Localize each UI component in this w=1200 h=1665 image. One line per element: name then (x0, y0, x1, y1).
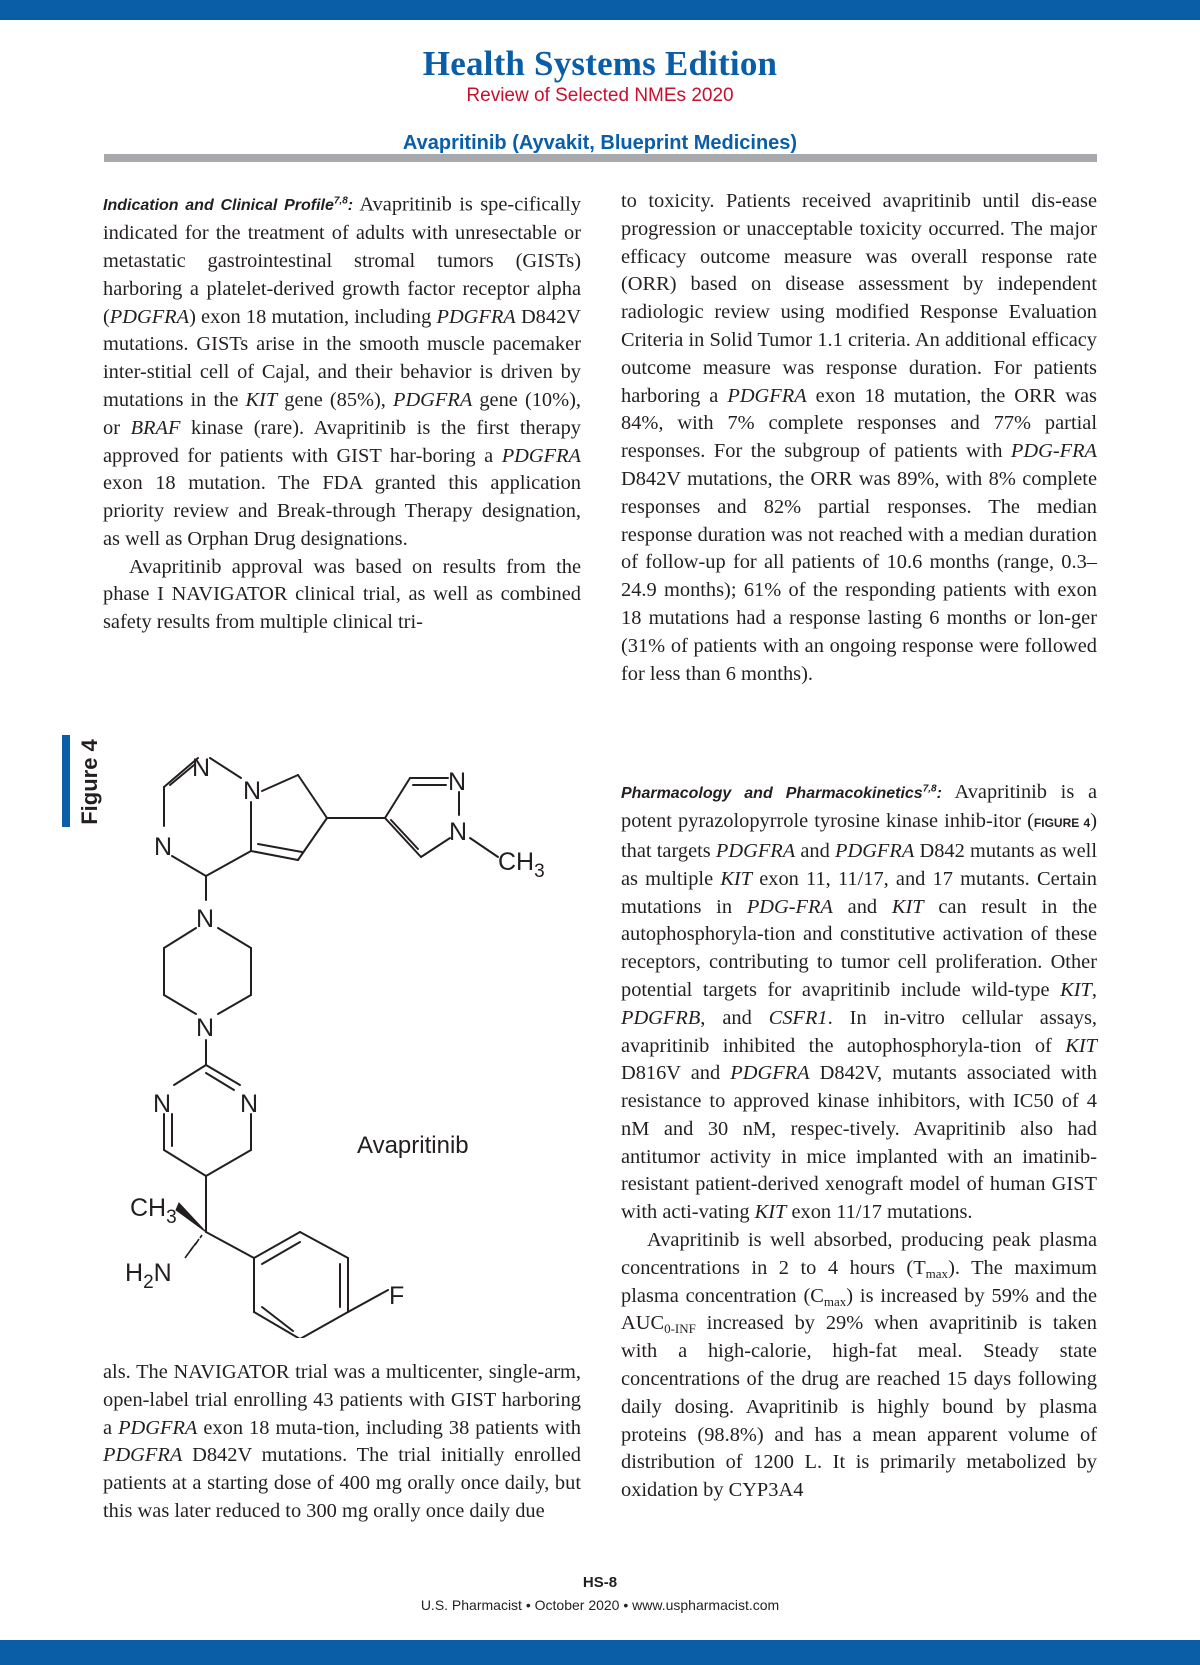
atom-h2n: $H_2N$ (125, 1259, 172, 1293)
figure-tab (62, 735, 70, 827)
atom-n: N (448, 768, 467, 796)
bond (262, 1242, 300, 1264)
atom-n: N (196, 905, 215, 933)
atom-n: N (240, 1090, 259, 1118)
indication-text: Avapritinib is spe-cifically indicated for the treatment of adults with unresectable or metastatic gastrointestinal stromal tumors (GISTs) harboring a platelet-derived growth factor receptor alpha (PDGFRA) exon 18 mutation, including PDGFRA D842V mutations. GISTs arise in the smooth muscle pacemaker inter-stitial cell of Cajal, and their behavior is driven by mutations in the KIT gene (85%), PDGFRA gene (10%), or BRAF kinase (rare). Avapritinib is the first therapy approved for patients with GIST har-boring a PDGFRA exon 18 mutation. The FDA granted this application priority review and Break-through Therapy designation, as well as Orphan Drug designations. (103, 193, 581, 550)
bond (258, 844, 302, 852)
pharmacology-heading: Pharmacology and Pharmacokinetics$^{7,8}$: (621, 784, 942, 803)
top-color-bar (0, 0, 1200, 20)
avapritinib-structure-diagram (110, 738, 590, 1338)
bond (421, 838, 450, 857)
pharmacology-text: Avapritinib is a potent pyrazolopyrrole tyrosine kinase inhib-itor (FIGURE 4) that targets PDGFRA and PDGFRA D842 mutants as well as multiple KIT exon 11, 11/17, and 17 mutants. Certain mutations in PDG-FRA and KIT can result in the autophosphoryla-tion and constitutive activation of these receptors, contributing to tumor cell proliferation. Other potential targets for avapritinib include wild-type KIT, PDGFRB, and CSFR1. In in-vitro cellular assays, avapritinib inhibited the autophosphoryla-tion of KIT D816V and PDGFRA D842V, mutants associated with resistance to approved kinase inhibitors, with IC50 of 4 nM and 30 nM, respec-tively. Avapritinib also had antitumor activity in mice implanted with an imatinib-resistant patient-derived xenograft model of human GIST with acti-vating KIT exon 11/17 mutations. (621, 781, 1098, 1224)
bond (251, 851, 298, 860)
bond (206, 1150, 251, 1176)
figure-label: Figure 4 (77, 739, 102, 825)
header-rule (104, 154, 1097, 162)
atom-ch3: $CH_3$ (498, 848, 545, 882)
atom-n: N (196, 1014, 215, 1042)
bond (262, 775, 298, 791)
bond (164, 1150, 206, 1176)
bottom-color-bar (0, 1640, 1200, 1665)
bond (164, 995, 196, 1014)
bond (218, 995, 251, 1014)
bond (164, 928, 196, 948)
page-number: HS-8 (582, 1574, 618, 1591)
compound-name: Avapritinib (357, 1132, 469, 1159)
atom-n: N (154, 833, 173, 861)
bond (385, 778, 410, 818)
hashed-bond (185, 1235, 202, 1258)
atom-n: N (153, 1090, 172, 1118)
bond (174, 1065, 206, 1085)
atom-ch3: $CH_3$ (130, 1194, 177, 1228)
wedge-bond (176, 1203, 206, 1232)
navigator-paragraph: als. The NAVIGATOR trial was a multicenter, single-arm, open-label trial enrolling 43 patients with GIST harboring a PDGFRA exon 18 muta-tion, including 38 patients with PDGFRA D842V mutations. The trial initially enrolled patients at a starting dose of 400 mg orally once daily, but this was later reduced to 300 mg orally once daily due (103, 1361, 581, 1522)
atom-n: N (243, 777, 262, 805)
bond (170, 765, 194, 785)
footer-citation: U.S. Pharmacist • October 2020 • www.uspharmacist.com (420, 1597, 780, 1613)
right-column-bottom (621, 776, 1097, 1505)
atom-f: F (389, 1282, 405, 1310)
pharmacology-paragraph (621, 776, 1097, 1227)
bond (300, 1232, 348, 1258)
bond (391, 820, 418, 849)
right-column-top (621, 188, 1097, 688)
bond (206, 851, 251, 876)
bond (206, 1232, 254, 1258)
pharmacokinetics-paragraph: Avapritinib is well absorbed, producing peak plasma concentrations in 2 to 4 hours $(T_{max})$. The maximum plasma concentration $(C_{max})$ is increased by 59% and the $AUC_{0-INF}$ increased by 29% when avapritinib is taken with a high-calorie, high-fat meal. Steady state concentrations of the drug are reached 15 days following daily dosing. Avapritinib is highly bound by plasma proteins (98.8%) and has a mean apparent volume of distribution of 1200 L. It is primarily metabolized by oxidation by CYP3A4 (621, 1229, 1098, 1502)
indication-heading: Indication and Clinical Profile$^{7,8}$: (103, 196, 354, 215)
bond (172, 856, 206, 876)
bond (385, 818, 421, 857)
bond (254, 1312, 300, 1338)
atom-n: N (192, 754, 211, 782)
drug-title: Avapritinib (Ayvakit, Blueprint Medicines) (402, 132, 798, 154)
bond (470, 838, 498, 857)
bond (298, 818, 327, 860)
bond (300, 1312, 348, 1338)
bond (298, 775, 327, 818)
bond (348, 1290, 388, 1312)
indication-paragraph (103, 188, 581, 554)
left-column-top (103, 188, 581, 637)
atom-n: N (449, 818, 468, 846)
publication-title: Health Systems Edition (422, 44, 778, 83)
efficacy-paragraph: to toxicity. Patients received avapritinib until dis-ease progression or unacceptable toxicity occurred. The major efficacy outcome measure was overall response rate (ORR) based on disease assessment by independent radiologic review using modified Response Evaluation Criteria in Solid Tumor 1.1 criteria. An additional efficacy outcome measure was response duration. For patients harboring a PDGFRA exon 18 mutation, the ORR was 84%, with 7% complete responses and 77% partial responses. For the subgroup of patients with PDG-FRA D842V mutations, the ORR was 89%, with 8% complete responses and 82% partial responses. The median response duration was not reached with a median duration of follow-up for all patients of 10.6 months (range, 0.3–24.9 months); 61% of the responding patients with exon 18 mutations had a response lasting 6 months or lon-ger (31% of patients with an ongoing response were followed for less than 6 months). (621, 190, 1097, 685)
bond (206, 1073, 234, 1090)
publication-subtitle: Review of Selected NMEs 2020 (466, 85, 734, 106)
left-column-bottom (103, 1359, 581, 1526)
bond (210, 758, 241, 778)
bond (218, 928, 251, 948)
approval-paragraph: Avapritinib approval was based on results from the phase I NAVIGATOR clinical trial, as well as combined safety results from multiple clinical tri- (103, 555, 581, 634)
figure-4-structure (110, 738, 590, 1338)
